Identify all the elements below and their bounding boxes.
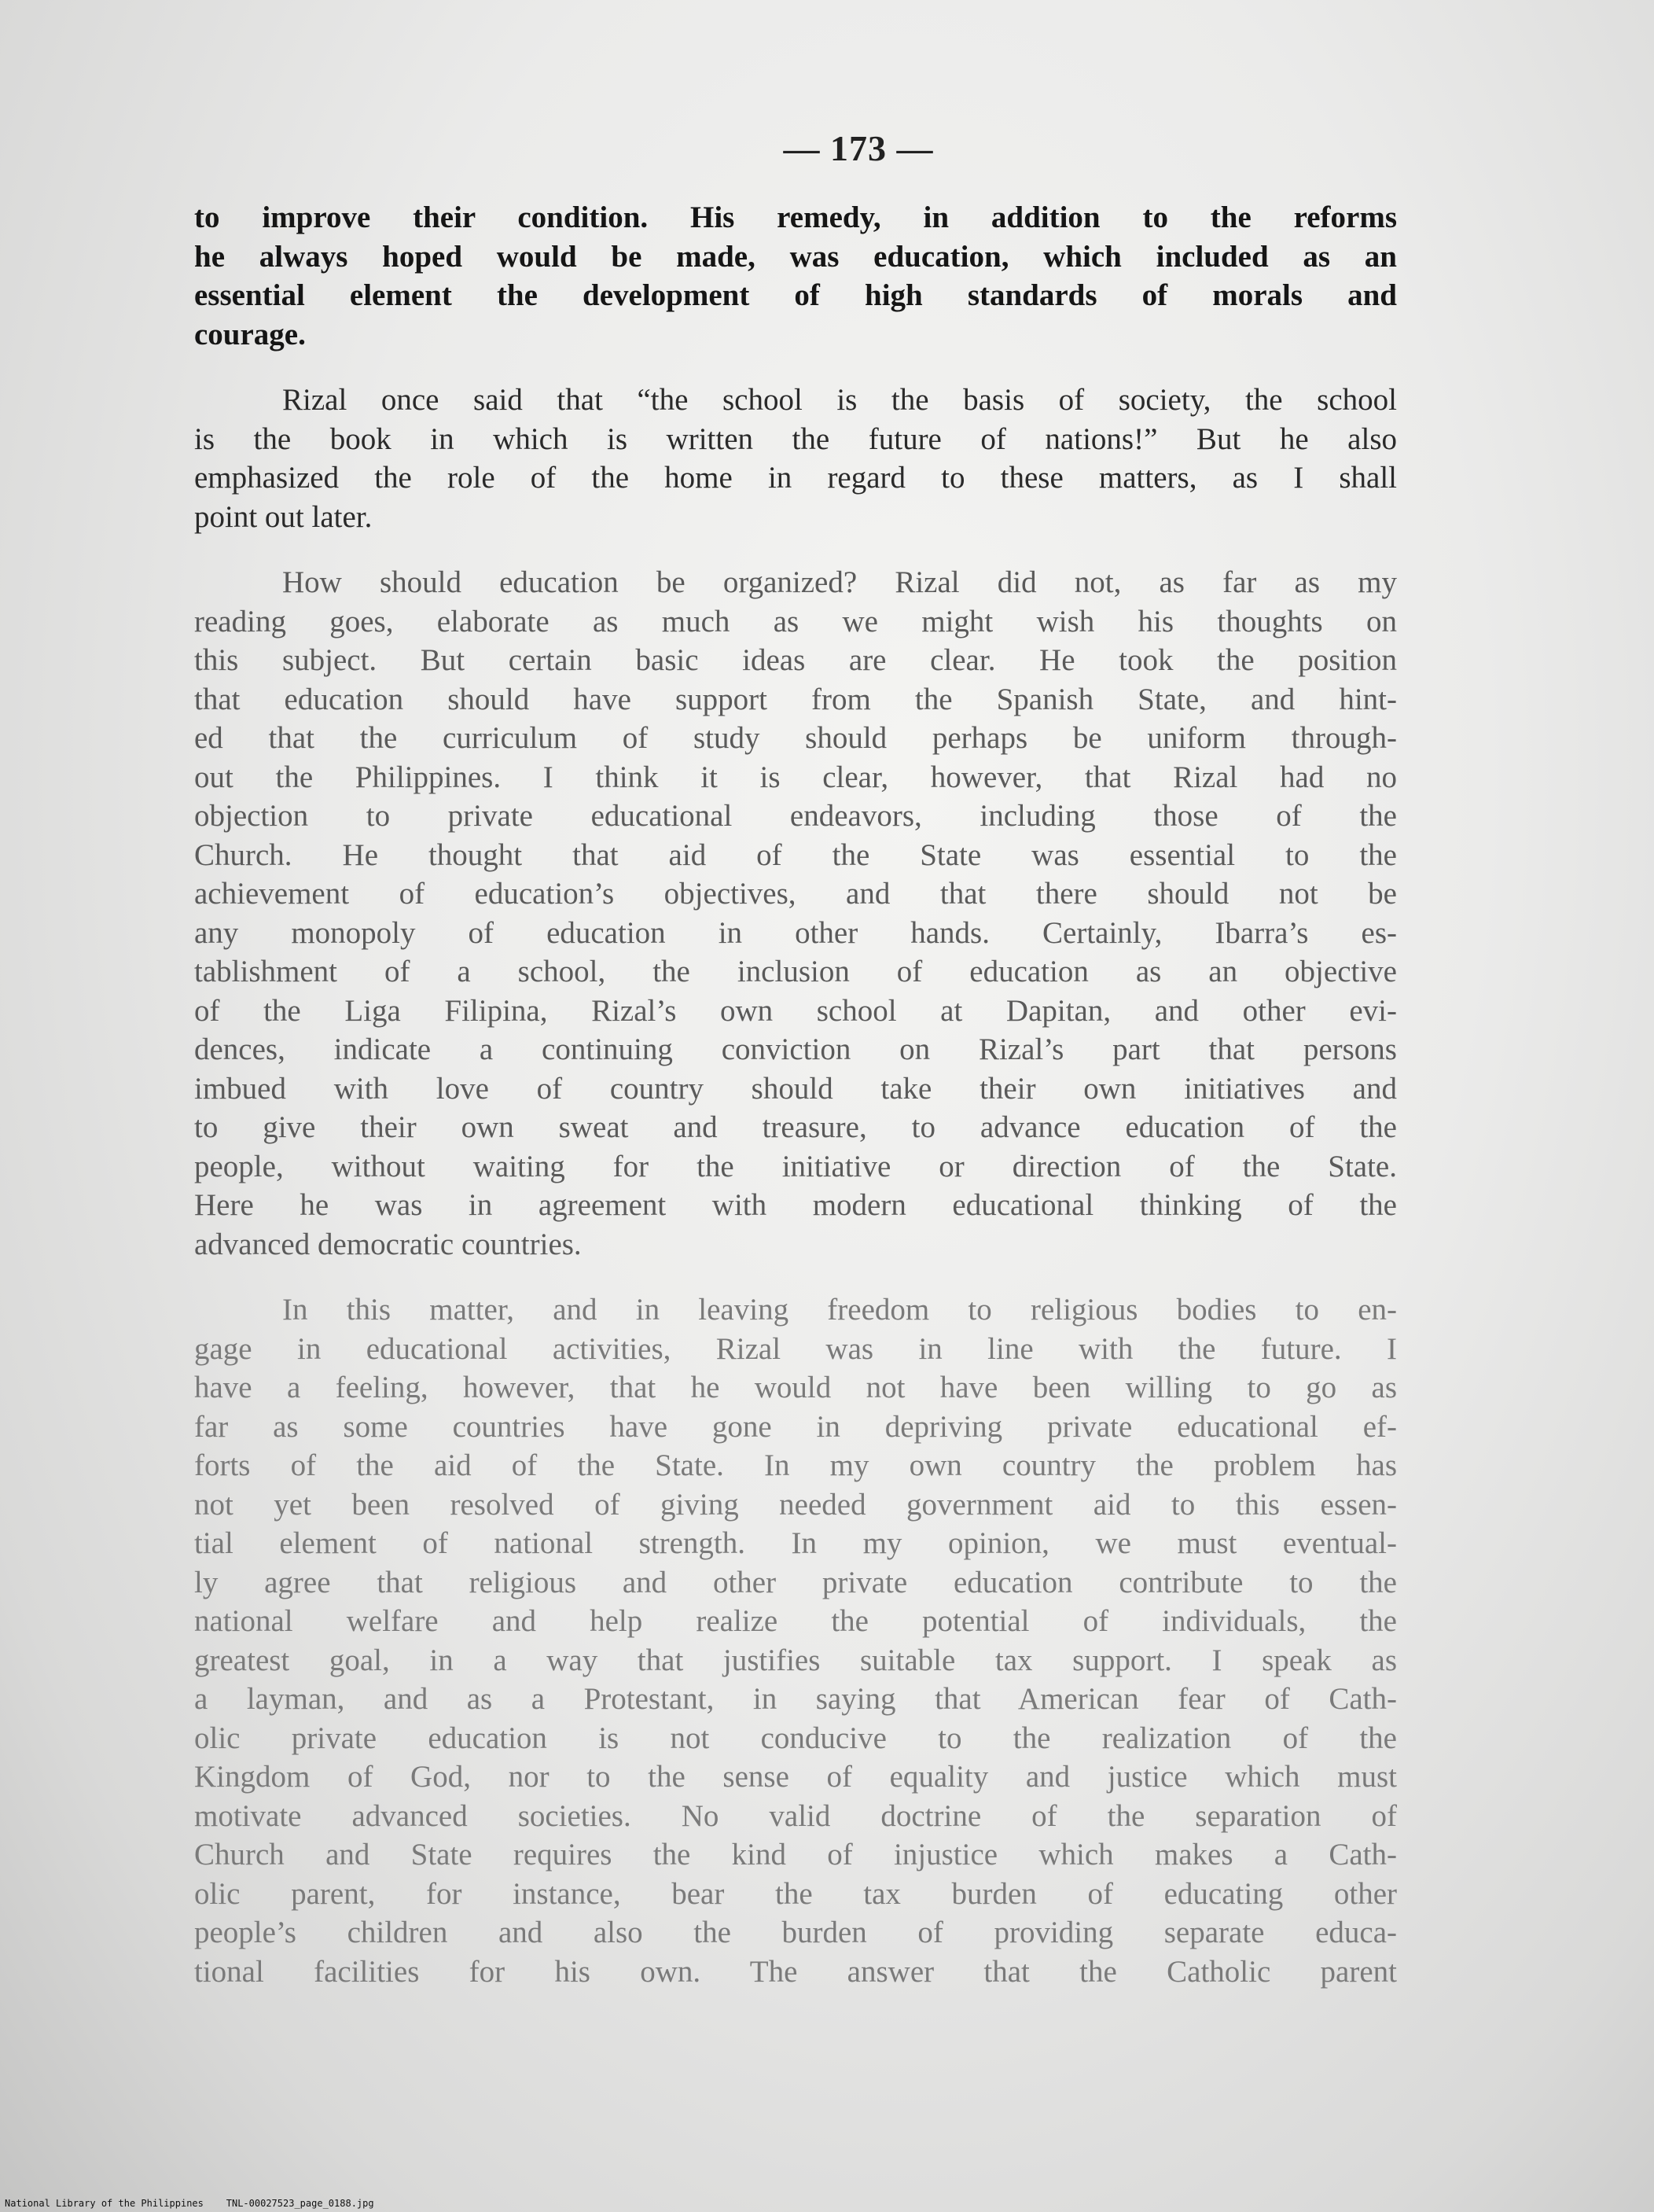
paragraph-religious-freedom <box>194 1290 1397 1991</box>
text-line: national welfare and help realize the potential of individuals, the <box>194 1604 1397 1638</box>
text-line: to give their own sweat and treasure, to advance education of the <box>194 1110 1397 1144</box>
text-line: In this matter, and in leaving freedom to religious bodies to en- <box>282 1293 1397 1327</box>
text-line: people’s children and also the burden of providing separate educa- <box>194 1916 1397 1949</box>
text-line: tablishment of a school, the inclusion of education as an objective <box>194 955 1397 988</box>
text-line: reading goes, elaborate as much as we might wish his thoughts on <box>194 604 1397 639</box>
text-line: gage in educational activities, Rizal was in line with the future. I <box>194 1331 1397 1366</box>
text-line: greatest goal, in a way that justifies suitable tax support. I speak as <box>194 1643 1397 1677</box>
text-line: essential element the development of high standards of morals and <box>194 278 1397 312</box>
text-line: ly agree that religious and other private education contribute to the <box>194 1565 1397 1599</box>
text-line: dences, indicate a continuing conviction on Rizal’s part that persons <box>194 1032 1397 1066</box>
text-line: olic parent, for instance, bear the tax burden of educating other <box>194 1876 1397 1911</box>
text-line: far as some countries have gone in depriving private educational ef- <box>194 1409 1397 1444</box>
text-line: objection to private educational endeavors, including those of the <box>194 799 1397 833</box>
text-line: forts of the aid of the State. In my own country the problem has <box>194 1448 1397 1482</box>
text-line: have a feeling, however, that he would not have been willing to go as <box>194 1371 1397 1404</box>
paragraph-school-basis <box>194 381 1397 536</box>
text-line: olic private education is not conducive to the realization of the <box>194 1721 1397 1755</box>
text-line: motivate advanced societies. No valid doctrine of the separation of <box>194 1798 1397 1833</box>
text-line: point out later. <box>194 499 373 534</box>
text-line: achievement of education’s objectives, and that there should not be <box>194 877 1397 911</box>
text-line: tial element of national strength. In my opinion, we must eventual- <box>194 1526 1397 1560</box>
text-line: this subject. But certain basic ideas are clear. He took the position <box>194 643 1397 677</box>
text-line: advanced democratic countries. <box>194 1227 582 1261</box>
text-line: Rizal once said that “the school is the basis of society, the school <box>282 383 1397 417</box>
text-line: is the book in which is written the future of nations!” But he also <box>194 421 1397 456</box>
text-line: tional facilities for his own. The answer that the Catholic parent <box>194 1954 1397 1989</box>
text-line: Here he was in agreement with modern educational thinking of the <box>194 1188 1397 1222</box>
archive-footer: National Library of the Philippines TNL-00027523_page_0188.jpg <box>5 2198 374 2209</box>
text-line: Church and State requires the kind of injustice which makes a Cath- <box>194 1838 1397 1872</box>
paragraph-improve-condition <box>194 198 1397 354</box>
text-line: that education should have support from the Spanish State, and hint- <box>194 682 1397 716</box>
text-line: of the Liga Filipina, Rizal’s own school at Dapitan, and other evi- <box>194 993 1397 1028</box>
text-line: any monopoly of education in other hands. Certainly, Ibarra’s es- <box>194 915 1397 950</box>
text-line: out the Philippines. I think it is clear, however, that Rizal had no <box>194 760 1397 794</box>
text-line: imbued with love of country should take their own initiatives and <box>194 1071 1397 1106</box>
paragraph-education-organized <box>194 563 1397 1264</box>
text-line: a layman, and as a Protestant, in saying that American fear of Cath- <box>194 1682 1397 1716</box>
text-line: he always hoped would be made, was education, which included as an <box>194 239 1397 274</box>
text-line: not yet been resolved of giving needed government aid to this essen- <box>194 1487 1397 1522</box>
text-line: Kingdom of God, nor to the sense of equality and justice which must <box>194 1760 1397 1794</box>
text-line: courage. <box>194 317 306 351</box>
text-body <box>194 198 1397 2018</box>
text-line: ed that the curriculum of study should perhaps be uniform through- <box>194 721 1397 755</box>
text-line: people, without waiting for the initiative or direction of the State. <box>194 1149 1397 1183</box>
text-line: to improve their condition. His remedy, in addition to the reforms <box>194 201 1397 234</box>
text-line: Church. He thought that aid of the State was essential to the <box>194 837 1397 872</box>
text-line: emphasized the role of the home in regard to these matters, as I shall <box>194 461 1397 495</box>
page-number: — 173 — <box>783 128 934 168</box>
text-line: How should education be organized? Rizal did not, as far as my <box>282 565 1397 599</box>
